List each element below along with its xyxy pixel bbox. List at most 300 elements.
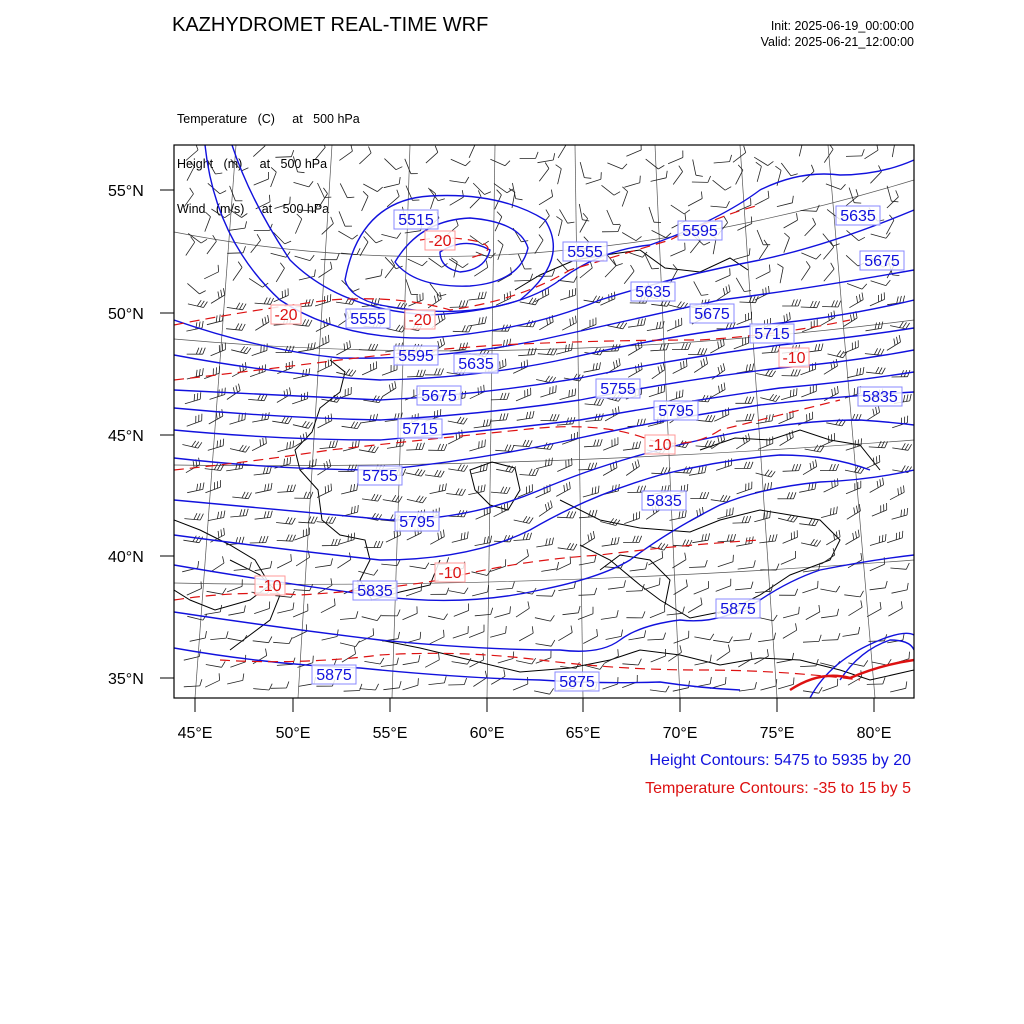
wind-barb-flag: [904, 485, 905, 492]
wind-barb-flag: [784, 233, 789, 238]
wind-barb-flag: [599, 362, 600, 369]
wind-barb: [316, 324, 330, 331]
wind-barb-flag: [466, 300, 468, 307]
wind-barb: [712, 370, 725, 379]
wind-barb-flag: [533, 411, 535, 418]
wind-barb-flag: [197, 300, 201, 306]
wind-barb: [496, 588, 512, 589]
wind-barb-flag: [323, 338, 324, 345]
wind-barb-flag: [529, 518, 533, 524]
wind-barb: [251, 240, 261, 253]
wind-barb-flag: [548, 502, 550, 509]
wind-barb-flag: [287, 442, 288, 449]
wind-barb-flag: [877, 481, 878, 488]
wind-barb-flag: [582, 220, 589, 221]
wind-barb-flag: [613, 519, 617, 525]
wind-barb-flag: [434, 296, 436, 303]
wind-barb-flag: [677, 302, 681, 308]
wind-barb-flag: [269, 195, 270, 202]
wind-barb: [870, 541, 885, 546]
wind-barb-flag: [862, 284, 867, 289]
wind-barb: [184, 194, 193, 207]
wind-barb: [384, 184, 400, 188]
wind-barb-flag: [567, 483, 568, 490]
wind-barb-flag: [266, 467, 268, 474]
wind-barb-flag: [792, 464, 794, 471]
wind-barb: [649, 392, 664, 397]
wind-barb: [494, 184, 507, 193]
wind-barb-flag: [358, 505, 359, 512]
wind-barb-flag: [358, 440, 359, 447]
wind-barb-flag: [644, 318, 646, 325]
wind-barb-flag: [840, 351, 844, 357]
wind-barb-flag: [883, 677, 885, 684]
wind-barb: [226, 469, 242, 471]
wind-barb-flag: [310, 255, 314, 261]
wind-barb-flag: [485, 292, 487, 299]
wind-barb-flag: [656, 322, 657, 329]
wind-barb: [495, 450, 511, 451]
wind-barb-flag: [863, 367, 864, 374]
wind-barb-flag: [687, 484, 688, 491]
wind-barb: [556, 350, 572, 354]
wind-barb-flag: [259, 536, 261, 543]
wind-barb: [474, 426, 490, 428]
wind-barb-flag: [245, 492, 248, 498]
wind-barb-flag: [861, 600, 862, 607]
wind-barb-flag: [266, 649, 267, 656]
wind-barb-flag: [680, 302, 684, 308]
wind-barb: [340, 618, 356, 619]
wind-barb-flag: [504, 487, 507, 493]
wind-barb-flag: [500, 361, 501, 368]
wind-barb-flag: [458, 464, 462, 470]
wind-barb-flag: [909, 652, 910, 659]
wind-barb-flag: [483, 420, 485, 427]
wind-barb-flag: [734, 534, 736, 541]
wind-barb-flag: [902, 466, 906, 472]
wind-barb: [207, 591, 223, 594]
wind-barb-flag: [767, 649, 768, 656]
wind-barb: [690, 241, 700, 254]
wind-barb-flag: [908, 444, 912, 450]
wind-barb-flag: [199, 369, 200, 376]
wind-barb-flag: [349, 370, 353, 376]
wind-barb-flag: [196, 348, 199, 355]
wind-barb: [271, 253, 287, 257]
wind-barb: [514, 540, 530, 541]
wind-barb-flag: [503, 413, 505, 420]
wind-barb: [759, 246, 768, 259]
wind-barb: [557, 465, 572, 472]
wind-barb: [558, 633, 572, 641]
wind-barb-flag: [350, 341, 351, 348]
wind-barb: [406, 449, 422, 450]
wind-barb-flag: [726, 201, 729, 207]
wind-barb: [383, 388, 397, 397]
wind-barb-flag: [505, 161, 510, 166]
wind-barb-flag: [523, 440, 526, 446]
wind-barb-flag: [767, 511, 768, 518]
wind-barb-flag: [200, 348, 203, 355]
wind-barb-flag: [724, 217, 728, 223]
wind-barb-flag: [685, 214, 686, 221]
wind-barb: [579, 517, 595, 518]
wind-barb-flag: [816, 460, 817, 467]
wind-barb: [255, 322, 269, 330]
wind-barb: [498, 245, 503, 260]
wind-barb-flag: [708, 176, 711, 182]
wind-barb-flag: [536, 152, 539, 159]
wind-barb-flag: [311, 343, 313, 350]
wind-barb: [886, 220, 894, 234]
height-label: 5835: [646, 493, 682, 510]
height-label: 5795: [658, 403, 694, 420]
wind-barb-flag: [744, 146, 746, 153]
height-label: 5635: [840, 208, 876, 225]
wind-barb: [475, 543, 491, 546]
wind-barb: [779, 417, 794, 423]
wind-barb: [870, 564, 885, 570]
wind-barb-flag: [727, 509, 728, 516]
wind-barb-flag: [873, 409, 874, 416]
wind-barb-flag: [591, 533, 592, 540]
wind-barb: [381, 665, 397, 667]
wind-barb-flag: [397, 233, 401, 239]
wind-barb-flag: [729, 285, 730, 292]
wind-barb-flag: [756, 162, 762, 166]
graticule: [174, 145, 914, 698]
wind-barb-flag: [810, 301, 813, 307]
wind-barb-flag: [286, 517, 289, 523]
wind-barb-flag: [351, 422, 354, 428]
wind-barb-flag: [860, 591, 863, 597]
wind-barb: [516, 608, 529, 617]
wind-barb-flag: [511, 445, 514, 451]
wind-barb-flag: [529, 440, 532, 446]
wind-barb-flag: [771, 471, 775, 477]
wind-barb-flag: [354, 647, 355, 654]
wind-barb-flag: [270, 466, 272, 473]
wind-barb-flag: [635, 461, 637, 468]
wind-barb-flag: [327, 319, 328, 326]
wind-barb: [799, 489, 815, 492]
wind-barb-flag: [730, 534, 732, 541]
wind-barb-flag: [661, 467, 664, 473]
wind-barb-flag: [903, 322, 907, 328]
wind-barb-flag: [567, 511, 570, 517]
wind-barb-flag: [482, 440, 483, 447]
wind-barb-flag: [264, 394, 267, 400]
wind-barb: [558, 169, 562, 185]
wind-barb: [689, 473, 705, 476]
wind-barb-flag: [638, 659, 641, 665]
lat-label-45n: 45°N: [108, 428, 144, 445]
wind-barb: [824, 485, 838, 492]
wind-barb: [452, 539, 468, 543]
wind-barb: [337, 560, 350, 569]
wind-barb-flag: [241, 346, 245, 352]
lon-label-55e: 55°E: [372, 725, 408, 742]
wind-barb: [758, 640, 774, 642]
wind-barb-flag: [504, 294, 505, 301]
wind-barb-flag: [901, 487, 902, 494]
wind-barb-flag: [876, 456, 877, 463]
wind-barb-flag: [223, 439, 224, 446]
wind-barb: [187, 489, 203, 492]
wind-barb: [187, 283, 199, 294]
wind-barb: [275, 596, 291, 598]
wind-barb-flag: [546, 210, 550, 216]
wind-barb-flag: [200, 291, 206, 294]
wind-barb-flag: [421, 470, 425, 476]
wind-barb: [518, 355, 534, 356]
wind-barb-flag: [438, 533, 439, 540]
wind-barb: [801, 307, 817, 308]
wind-barb-flag: [681, 362, 682, 369]
wind-barb-flag: [879, 455, 880, 462]
wind-barb: [535, 294, 549, 301]
wind-barb-flag: [501, 487, 504, 493]
wind-barb: [843, 634, 859, 637]
wind-barb: [870, 299, 885, 306]
wind-barb-flag: [751, 217, 752, 224]
wind-barb-flag: [225, 388, 226, 395]
wind-barb: [866, 328, 882, 330]
wind-barb-flag: [773, 615, 777, 621]
wind-barb-flag: [794, 370, 797, 376]
wind-barb: [674, 638, 689, 643]
height-label: 5875: [559, 674, 595, 691]
wind-barb: [535, 240, 543, 254]
wind-barb: [474, 267, 487, 276]
wind-barb-flag: [857, 296, 858, 303]
wind-barb-flag: [744, 462, 747, 469]
wind-barb-flag: [491, 608, 493, 615]
wind-barb-flag: [245, 221, 247, 228]
wind-barb: [820, 663, 836, 667]
wind-barb-flag: [218, 531, 219, 538]
wind-barb: [449, 591, 465, 594]
wind-barb: [799, 141, 803, 157]
wind-barb-flag: [641, 319, 643, 326]
wind-barb-flag: [439, 653, 440, 660]
lat-label-50n: 50°N: [108, 306, 144, 323]
wind-barb-flag: [904, 509, 905, 516]
wind-barb-flag: [770, 394, 774, 400]
wind-barb-flag: [686, 359, 687, 366]
wind-barb-flag: [812, 483, 813, 490]
wind-barb: [381, 564, 397, 566]
wind-barb: [403, 685, 418, 690]
wind-barb: [624, 183, 639, 188]
wind-barb-flag: [819, 635, 821, 642]
wind-barb-flag: [854, 507, 855, 514]
wind-barb-flag: [718, 342, 719, 349]
wind-barb-flag: [879, 368, 882, 374]
wind-barb: [563, 613, 579, 615]
wind-barb-flag: [303, 370, 304, 377]
wind-barb-flag: [372, 446, 376, 452]
wind-barb: [250, 371, 265, 376]
wind-barb-flag: [795, 300, 798, 307]
wind-barb: [360, 689, 376, 690]
wind-barb: [363, 184, 377, 192]
wind-barb-flag: [748, 397, 751, 404]
wind-barb-flag: [856, 189, 858, 196]
wind-barb: [692, 540, 708, 543]
wind-barb-flag: [218, 292, 219, 299]
wind-barb-flag: [614, 538, 616, 545]
wind-barb-flag: [347, 197, 354, 198]
wind-barb: [628, 347, 642, 355]
wind-barb-flag: [303, 434, 304, 441]
wind-barb: [651, 656, 666, 662]
wind-barb: [803, 467, 817, 475]
wind-barb-flag: [239, 384, 241, 391]
wind-barb-flag: [465, 177, 469, 183]
wind-barb-flag: [680, 645, 682, 652]
wind-barb-flag: [466, 343, 468, 350]
wind-barb-flag: [745, 397, 748, 404]
wind-barb: [846, 156, 862, 157]
wind-barb-flag: [257, 234, 261, 240]
wind-barb: [516, 661, 532, 664]
wind-barb: [344, 691, 360, 692]
wind-barb-flag: [324, 320, 325, 327]
wind-barb: [608, 587, 624, 589]
wind-barb-flag: [348, 535, 349, 542]
wind-barb-flag: [703, 359, 705, 366]
wind-barb: [228, 612, 244, 615]
wind-barb-flag: [239, 415, 240, 422]
wind-barb: [277, 561, 291, 568]
wind-barb-flag: [478, 292, 480, 299]
wind-barb: [315, 565, 331, 567]
wind-barb-flag: [768, 191, 769, 198]
wind-barb-flag: [859, 504, 860, 511]
wind-barb-flag: [906, 323, 910, 329]
wind-barb: [293, 375, 309, 379]
wind-barb: [756, 272, 770, 279]
wind-barb: [870, 588, 886, 590]
wind-barb: [673, 688, 689, 692]
wind-barb-flag: [240, 303, 244, 309]
wind-barb-flag: [199, 322, 200, 329]
wind-barb-flag: [199, 537, 203, 543]
wind-barb: [801, 211, 817, 212]
wind-barb-flag: [352, 370, 356, 376]
wind-barb-flag: [666, 686, 669, 692]
wind-barb-flag: [864, 660, 868, 666]
wind-barb-flag: [644, 630, 645, 637]
wind-barb-flag: [376, 240, 383, 243]
wind-barb: [187, 421, 202, 427]
wind-barb: [784, 220, 798, 228]
wind-barb-flag: [218, 265, 219, 272]
wind-barb: [580, 219, 588, 233]
wind-barb-flag: [592, 510, 594, 517]
wind-barb-flag: [223, 556, 225, 563]
wind-barb-flag: [463, 264, 469, 268]
wind-barb: [454, 262, 457, 278]
wind-barb-flag: [550, 387, 551, 394]
wind-barb-flag: [203, 348, 206, 355]
wind-barb-flag: [263, 536, 265, 543]
wind-barb: [340, 643, 356, 647]
wind-barb-flag: [797, 137, 803, 141]
wind-barb-flag: [419, 496, 423, 502]
height-label: 5755: [362, 468, 398, 485]
wind-barb-flag: [419, 655, 420, 662]
wind-barb: [713, 238, 716, 254]
wind-barb-flag: [220, 440, 221, 447]
wind-barb-flag: [268, 484, 269, 491]
wind-barb-flag: [815, 344, 817, 351]
wind-barb-flag: [289, 637, 292, 643]
wind-barb-flag: [243, 509, 245, 516]
wind-barb-flag: [898, 488, 899, 495]
wind-barb-flag: [236, 303, 240, 309]
wind-barb-flag: [245, 362, 246, 369]
wind-barb-flag: [594, 399, 597, 405]
wind-barb-flag: [444, 630, 445, 637]
wind-barb-flag: [293, 485, 295, 492]
wind-barb-flag: [271, 298, 274, 304]
wind-barb-flag: [512, 582, 514, 589]
wind-barb-flag: [685, 510, 686, 517]
height-label: 5795: [399, 514, 435, 531]
wind-barb-flag: [456, 488, 459, 494]
wind-barb: [557, 517, 573, 518]
wind-barb: [739, 689, 755, 691]
wind-barb-flag: [332, 539, 335, 546]
wind-barb: [208, 446, 223, 451]
wind-barb: [206, 665, 222, 668]
wind-barb-flag: [333, 517, 336, 523]
wind-barb-flag: [701, 348, 704, 355]
wind-barb: [227, 586, 242, 592]
wind-barb-flag: [720, 495, 723, 501]
wind-barb: [826, 184, 841, 190]
wind-barb-flag: [710, 677, 711, 684]
wind-barb-flag: [547, 318, 548, 325]
wind-barb: [734, 255, 749, 259]
wind-barb-flag: [790, 492, 793, 499]
wind-barb-flag: [833, 507, 834, 514]
wind-barb-flag: [337, 253, 340, 260]
wind-barb-flag: [661, 365, 663, 372]
wind-barb-flag: [506, 359, 507, 366]
wind-barb: [535, 618, 551, 621]
wind-barb-flag: [910, 394, 912, 401]
wind-barb-flag: [776, 396, 780, 402]
wind-barb-flag: [666, 171, 667, 178]
wind-barb-flag: [814, 301, 817, 308]
wind-barb: [430, 490, 446, 493]
wind-barb: [451, 159, 466, 166]
height-label: 5675: [421, 388, 457, 405]
wind-barb-flag: [876, 367, 879, 373]
valid-time: Valid: 2025-06-21_12:00:00: [760, 35, 914, 49]
wind-barb-flag: [619, 358, 620, 365]
wind-barb-flag: [242, 414, 243, 421]
wind-barb-flag: [287, 485, 289, 492]
wind-barb-flag: [600, 349, 604, 355]
wind-barb-flag: [250, 562, 252, 569]
wind-barb-flag: [578, 606, 580, 613]
wind-barb-flag: [309, 423, 313, 429]
